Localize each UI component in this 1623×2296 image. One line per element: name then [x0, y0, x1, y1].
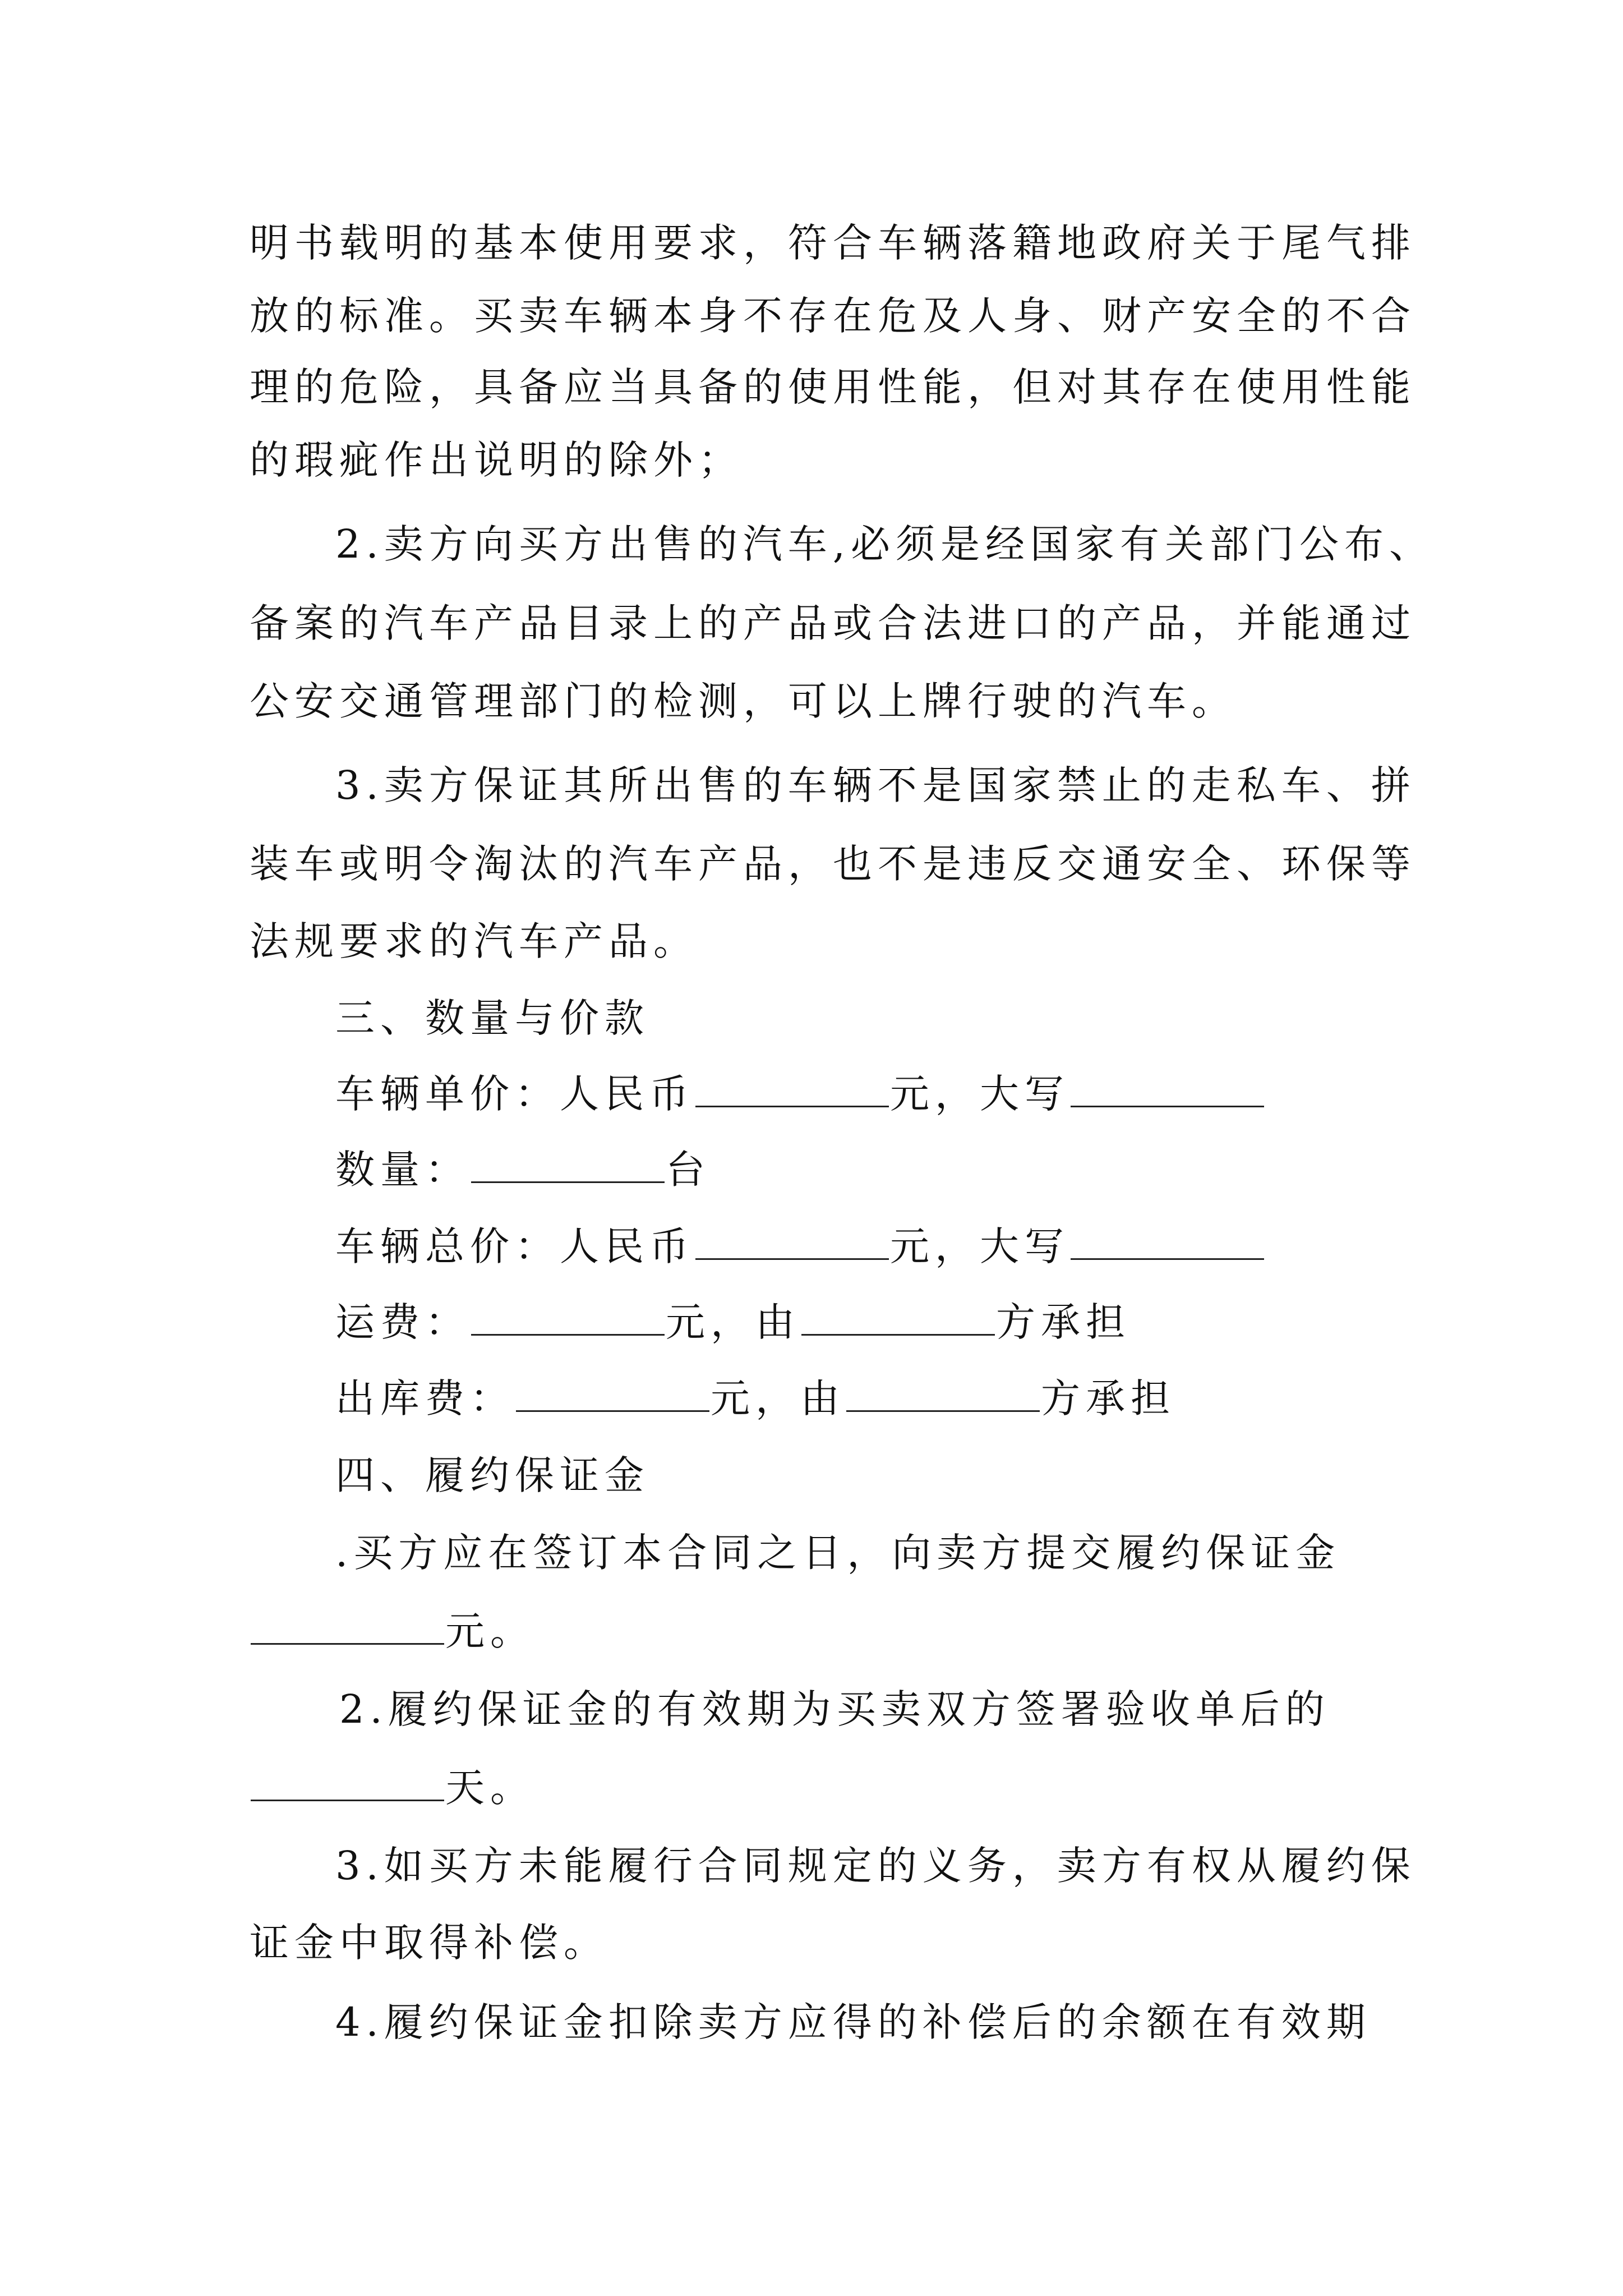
quantity-label: 数量： [335, 1147, 470, 1193]
para1-line-1: 明书载明的基本使用要求，符合车辆落籍地政府关于尾气排 [250, 220, 1416, 266]
s4-item1-line-2 [250, 1603, 535, 1659]
section4-heading: 四、履约保证金 [335, 1452, 649, 1498]
outbound-label: 出库费： [335, 1375, 515, 1421]
s4-item1-line-1: .买方应在签订本合同之日，向卖方提交履约保证金 [335, 1530, 1341, 1576]
item3-line-2: 装车或明令淘汰的汽车产品，也不是违反交通安全、环保等 [250, 841, 1416, 887]
item2-line-1: 2.卖方向买方出售的汽车,必须是经国家有关部门公布、 [335, 521, 1435, 567]
s4-item1-line-2-end: 元。 [445, 1608, 535, 1654]
outbound-party-blank[interactable] [846, 1375, 1040, 1412]
outbound-mid: 元，由 [711, 1375, 845, 1421]
bond-validity-days-blank[interactable] [251, 1765, 444, 1801]
total-price-row [335, 1218, 1265, 1274]
section3-heading: 三、数量与价款 [335, 995, 649, 1041]
s4-item2-line-2 [250, 1760, 535, 1816]
freight-mid: 元，由 [666, 1299, 800, 1345]
item2-line-2: 备案的汽车产品目录上的产品或合法进口的产品，并能通过 [250, 600, 1416, 646]
s4-item2-line-1: 2.履约保证金的有效期为买卖双方签署验收单后的 [339, 1686, 1330, 1732]
total-price-label: 车辆总价：人民币 [335, 1223, 694, 1269]
total-price-blank[interactable] [695, 1223, 889, 1260]
item2-line-3: 公安交通管理部门的检测，可以上牌行驶的汽车。 [250, 678, 1237, 724]
freight-amount-blank[interactable] [471, 1299, 665, 1336]
outbound-row [335, 1370, 1175, 1427]
quantity-unit: 台 [666, 1147, 711, 1193]
freight-party-blank[interactable] [801, 1299, 995, 1336]
unit-price-mid: 元，大写 [890, 1071, 1069, 1117]
item3-line-1: 3.卖方保证其所出售的车辆不是国家禁止的走私车、拼 [335, 762, 1416, 808]
outbound-end: 方承担 [1041, 1375, 1175, 1421]
freight-label: 运费： [335, 1299, 470, 1345]
freight-end: 方承担 [996, 1299, 1131, 1345]
s4-item2-line-2-end: 天。 [445, 1765, 535, 1811]
para1-line-2: 放的标准。买卖车辆本身不存在危及人身、财产安全的不合 [250, 293, 1416, 339]
s4-item4-line-1: 4.履约保证金扣除卖方应得的补偿后的余额在有效期 [335, 1999, 1371, 2045]
outbound-amount-blank[interactable] [516, 1375, 709, 1412]
performance-bond-amount-blank[interactable] [251, 1608, 444, 1645]
unit-price-words-blank[interactable] [1071, 1071, 1264, 1107]
s4-item3-line-1: 3.如买方未能履行合同规定的义务，卖方有权从履约保 [335, 1843, 1416, 1889]
total-price-words-blank[interactable] [1071, 1223, 1264, 1260]
total-price-mid: 元，大写 [890, 1223, 1069, 1269]
item3-line-3: 法规要求的汽车产品。 [250, 918, 698, 964]
freight-row [335, 1294, 1131, 1350]
quantity-row [335, 1142, 711, 1198]
s4-item3-line-2: 证金中取得补偿。 [250, 1920, 608, 1966]
unit-price-row [335, 1066, 1265, 1122]
unit-price-label: 车辆单价：人民币 [335, 1071, 694, 1117]
unit-price-blank[interactable] [695, 1071, 889, 1107]
quantity-blank[interactable] [471, 1147, 665, 1183]
para1-line-4: 的瑕疵作出说明的除外； [250, 437, 743, 483]
para1-line-3: 理的危险，具备应当具备的使用性能，但对其存在使用性能 [250, 364, 1416, 410]
